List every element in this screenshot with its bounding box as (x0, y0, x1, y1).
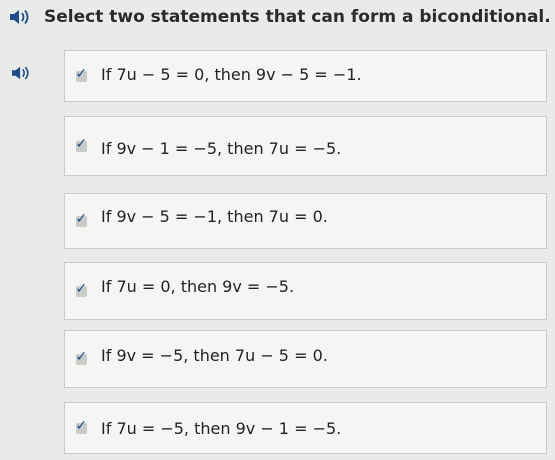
checkmark-icon (76, 423, 87, 434)
checkbox[interactable] (65, 263, 97, 319)
checkbox[interactable] (65, 403, 97, 453)
question-header (8, 4, 551, 30)
checkmark-icon (76, 354, 87, 365)
answer-option-2[interactable] (64, 116, 547, 176)
answer-option-3[interactable] (64, 193, 547, 249)
checkmark-icon (76, 216, 87, 227)
speaker-icon[interactable] (10, 64, 32, 82)
option-label: If 9v − 1 = −5, then 7u = −5. (101, 139, 342, 158)
checkbox[interactable] (65, 331, 97, 387)
option-label: If 9v = −5, then 7u − 5 = 0. (101, 346, 328, 365)
answer-option-4[interactable] (64, 262, 547, 320)
answer-option-6[interactable] (64, 402, 547, 454)
checkbox[interactable] (65, 117, 97, 175)
answer-option-1[interactable] (64, 50, 547, 102)
speaker-icon[interactable] (8, 7, 32, 27)
option-label: If 7u = 0, then 9v = −5. (101, 277, 295, 296)
option-label: If 7u − 5 = 0, then 9v − 5 = −1. (101, 65, 362, 84)
checkmark-icon (76, 141, 87, 152)
checkbox[interactable] (65, 51, 97, 101)
checkmark-icon (76, 71, 87, 82)
option-label: If 7u = −5, then 9v − 1 = −5. (101, 419, 342, 438)
checkmark-icon (76, 286, 87, 297)
checkbox[interactable] (65, 194, 97, 248)
question-title: Select two statements that can form a biconditional. (44, 7, 551, 27)
answer-option-5[interactable] (64, 330, 547, 388)
option-label: If 9v − 5 = −1, then 7u = 0. (101, 207, 328, 226)
